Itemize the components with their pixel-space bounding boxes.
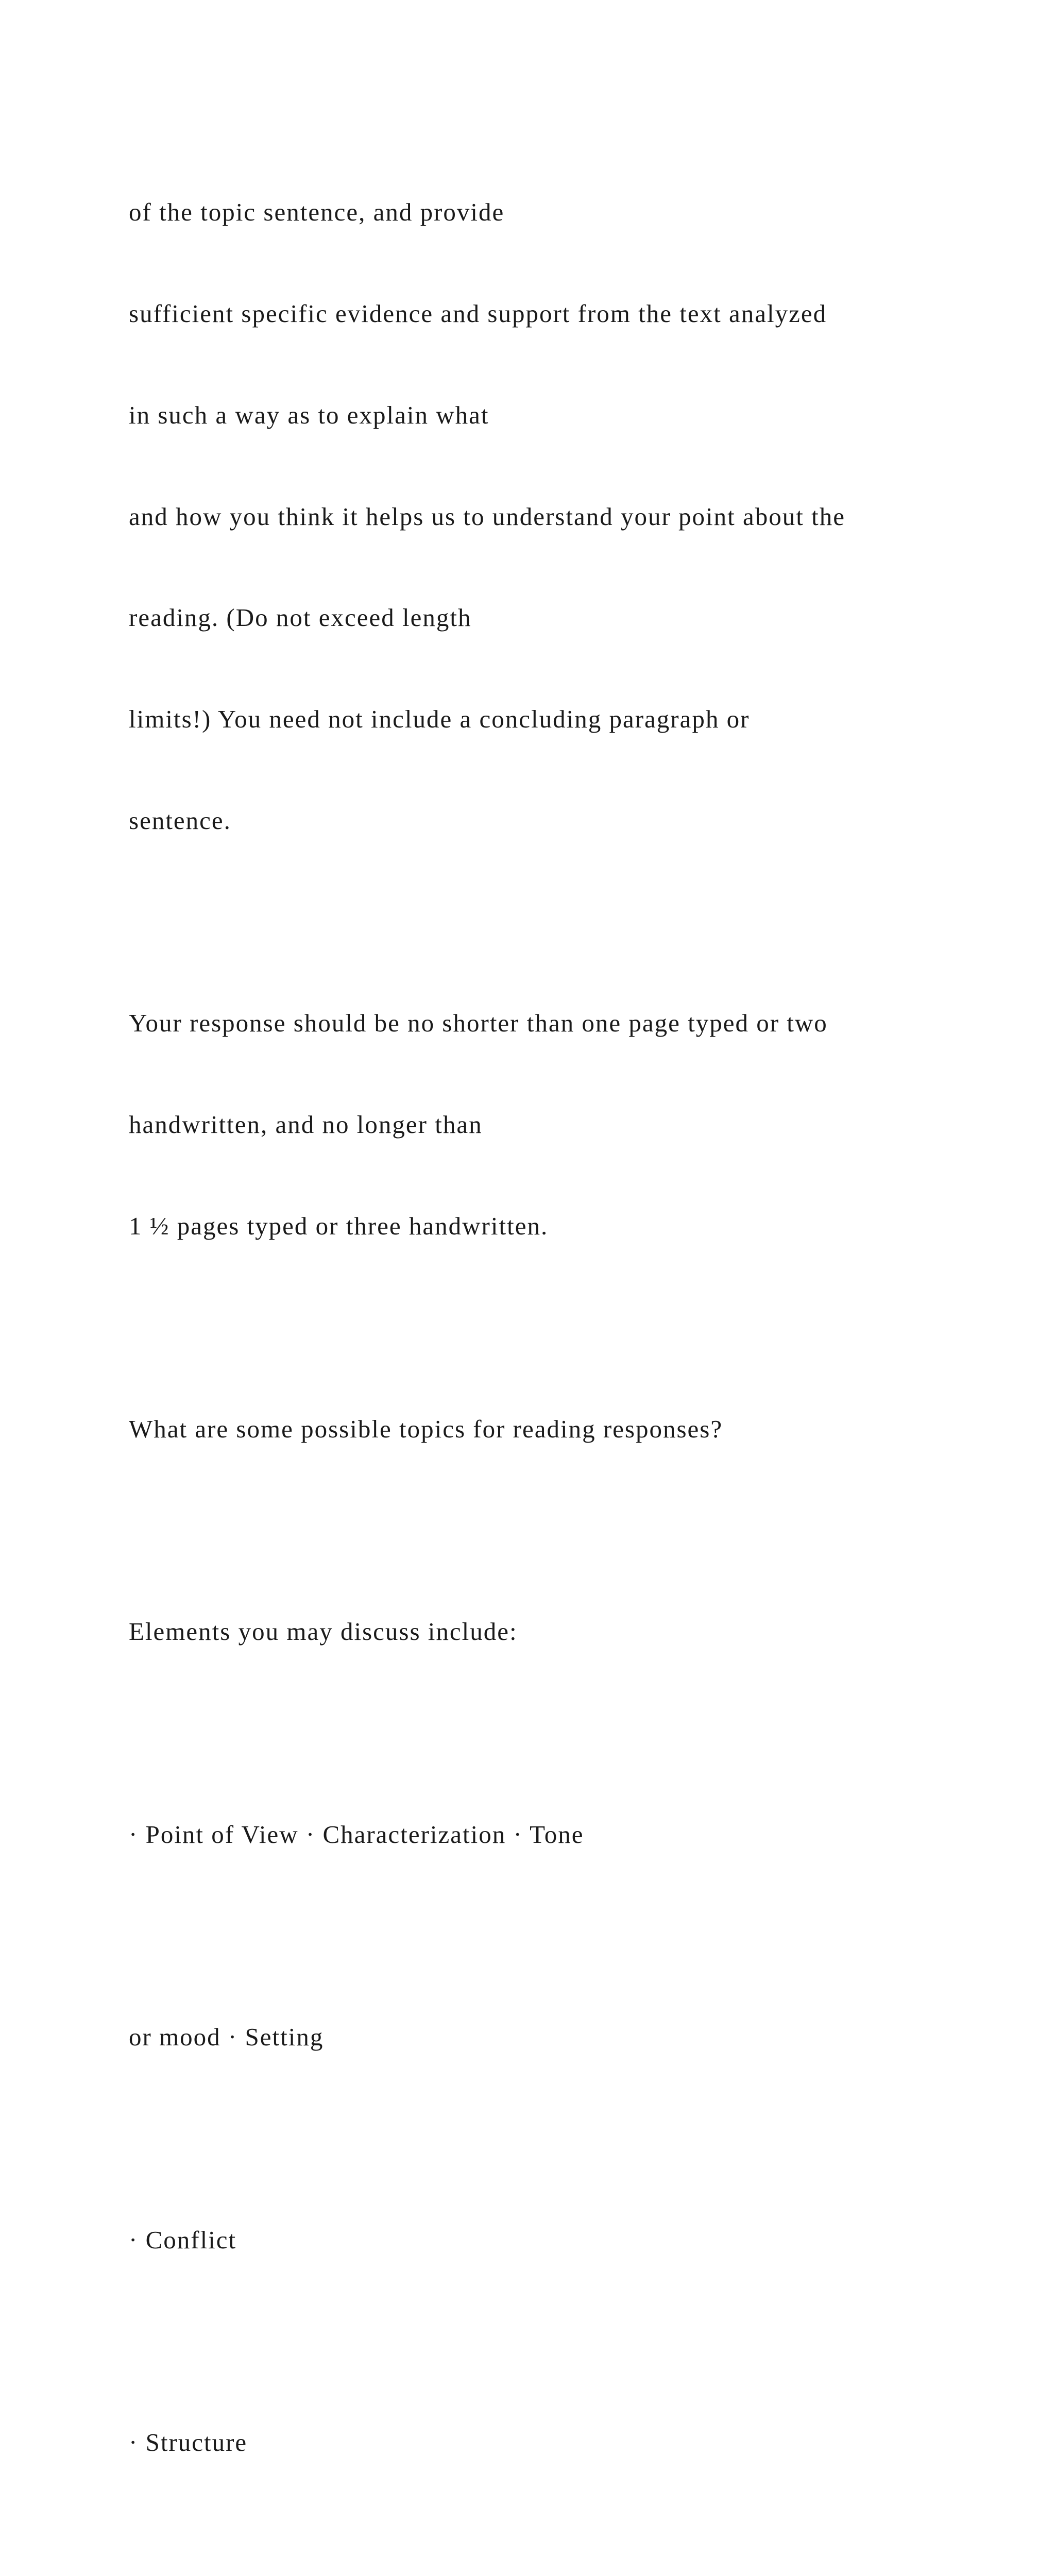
blank-line (129, 1513, 1005, 1547)
document-body (129, 128, 1005, 2576)
list-item: · Structure (129, 2428, 248, 2457)
blank-line (129, 2122, 1005, 2156)
text-line: limits!) You need not include a concluding paragraph or (129, 705, 750, 734)
blank-line (129, 1311, 1005, 1345)
text-line: of the topic sentence, and provide (129, 198, 505, 227)
text-line: in such a way as to explain what (129, 400, 489, 429)
blank-line (129, 2325, 1005, 2359)
text-line: handwritten, and no longer than (129, 1110, 483, 1139)
blank-line (129, 2527, 1005, 2561)
text-line: reading. (Do not exceed length (129, 603, 472, 632)
list-item: · Point of View · Characterization · Tone (129, 1820, 584, 1849)
blank-line (129, 905, 1005, 939)
list-item: or mood · Setting (129, 2023, 324, 2052)
text-line: 1 ½ pages typed or three handwritten. (129, 1212, 549, 1240)
text-line: sufficient specific evidence and support from the text analyzed (129, 299, 827, 328)
blank-line (129, 1716, 1005, 1750)
list-item: · Conflict (129, 2225, 237, 2254)
section-question: What are some possible topics for reading responses? (129, 1414, 723, 1443)
text-line: sentence. (129, 806, 231, 835)
blank-line (129, 1919, 1005, 1953)
text-line: and how you think it helps us to understand your point about the (129, 502, 845, 531)
text-line: Your response should be no shorter than one page typed or two (129, 1009, 828, 1038)
list-intro: Elements you may discuss include: (129, 1617, 518, 1646)
